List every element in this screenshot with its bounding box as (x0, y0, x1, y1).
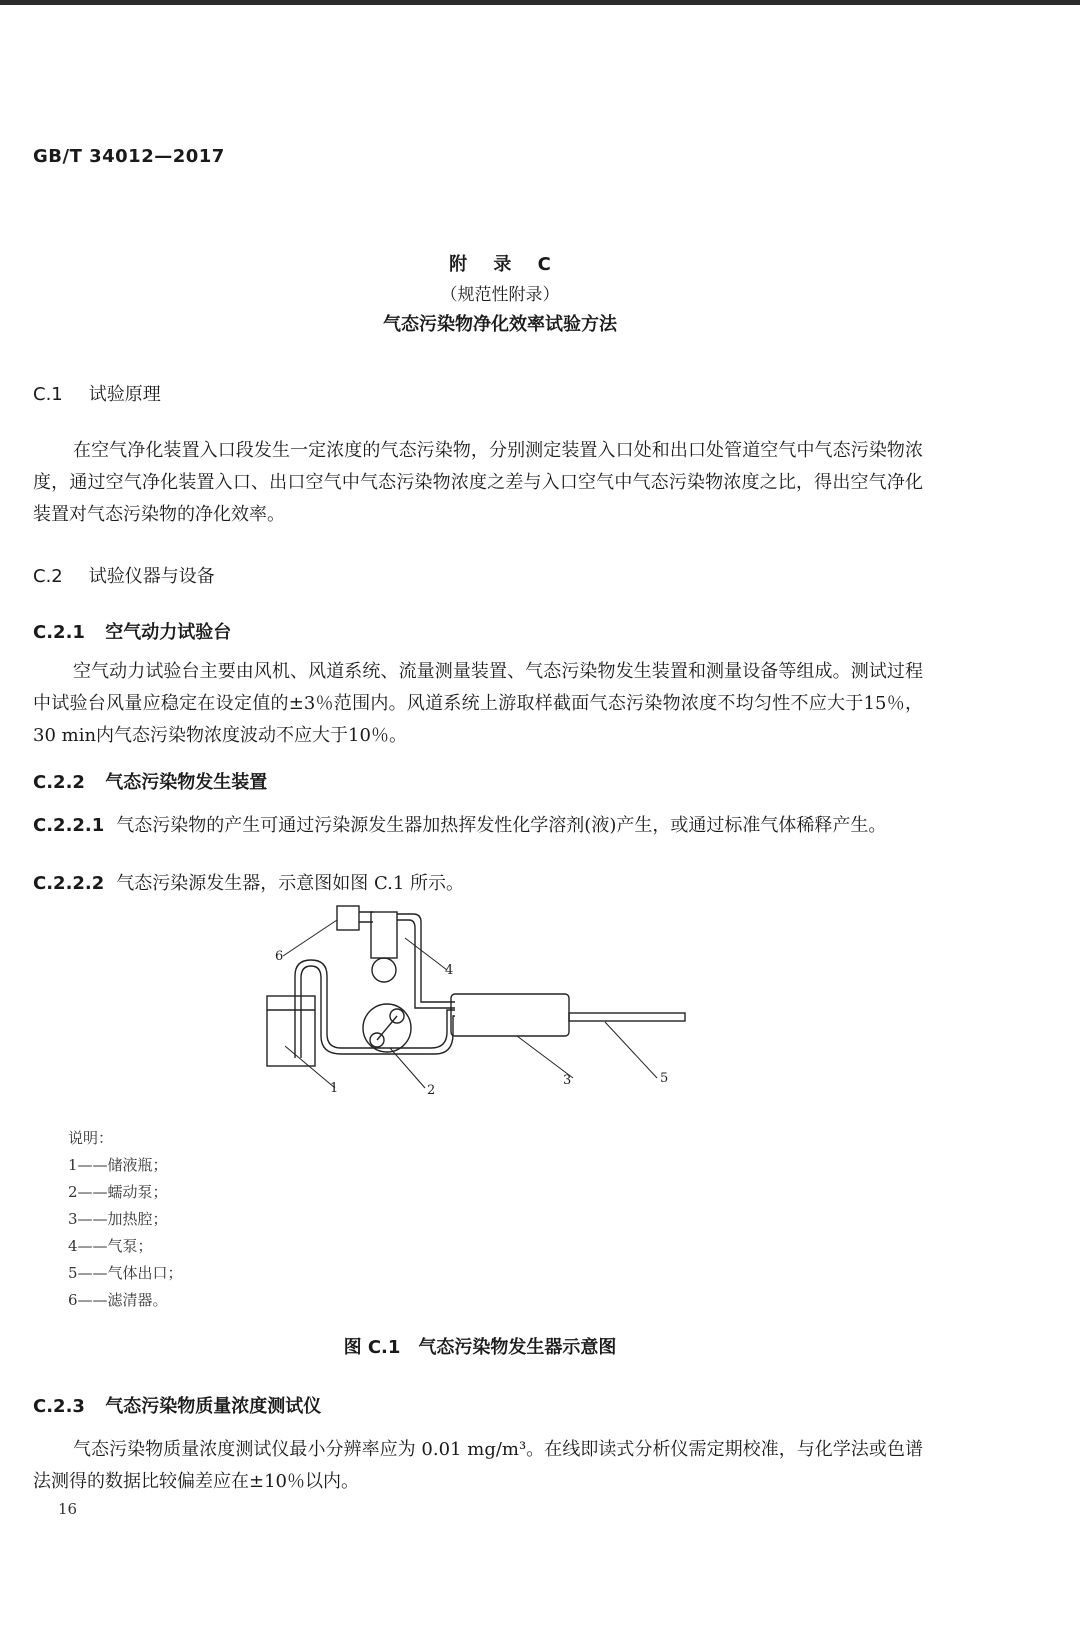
legend-item: 4——气泵； (68, 1237, 153, 1255)
figure-caption (0, 1333, 960, 1359)
generator-schematic (255, 898, 695, 1108)
legend-item: 5——气体出口； (68, 1264, 183, 1282)
gas-outlet (569, 1013, 685, 1021)
section-c23-heading (33, 1392, 321, 1418)
storage-bottle (267, 996, 315, 1066)
section-title: 气态污染物质量浓度测试仪 (105, 1396, 322, 1417)
annex-type: （规范性附录） (440, 285, 560, 305)
page-number: 16 (58, 1500, 78, 1518)
section-c21-paragraph: 空气动力试验台主要由风机、风道系统、流量测量装置、气态污染物发生装置和测量设备等组成。测试过程中试验台风量应稳定在设定值的±3％范围内。风道系统上游取样截面气态污染物浓度不均匀性不应大于15％，30 min内气态污染物浓度波动不应大于10％。 (33, 661, 923, 746)
callout-6: 6 (275, 949, 284, 964)
callout-2: 2 (427, 1083, 436, 1098)
section-title: 空气动力试验台 (105, 622, 232, 643)
callout-3: 3 (563, 1073, 572, 1088)
clause-c222 (33, 868, 923, 900)
figure-number: 图 C.1 (343, 1337, 401, 1358)
standard-code: GB/T 34012—2017 (33, 146, 225, 167)
callout-4: 4 (445, 963, 454, 978)
section-c1-paragraph: 在空气净化装置入口段发生一定浓度的气态污染物，分别测定装置入口处和出口处管道空气中气态污染物浓度，通过空气净化装置入口、出口空气中气态污染物浓度之差与入口空气中气态污染物浓度之比，得出空气净化装置对气态污染物的净化效率。 (33, 440, 923, 525)
annex-title: 附 录 C (449, 254, 551, 275)
section-c21-heading (33, 618, 231, 644)
section-title: 试验仪器与设备 (88, 566, 215, 587)
section-number: C.2.2 (33, 772, 85, 793)
filter (337, 906, 359, 930)
legend-title: 说明： (68, 1129, 114, 1147)
figure-title: 气态污染物发生器示意图 (418, 1337, 617, 1358)
callout-1: 1 (330, 1081, 339, 1096)
legend-item: 3——加热腔； (68, 1210, 168, 1228)
clause-number: C.2.2.2 (33, 873, 105, 894)
clause-text: 气态污染源发生器，示意图如图 C.1 所示。 (116, 873, 465, 894)
air-pump (371, 912, 397, 958)
section-number: C.2.1 (33, 622, 85, 643)
section-c2-heading (33, 562, 215, 588)
section-c1-heading (33, 380, 161, 406)
figure-legend (68, 1125, 183, 1314)
clause-c221 (33, 810, 923, 842)
section-c22-heading (33, 768, 267, 794)
section-number: C.2 (33, 566, 63, 587)
clause-text: 气态污染物的产生可通过污染源发生器加热挥发性化学溶剂(液)产生，或通过标准气体稀释产生。 (116, 815, 887, 836)
section-title: 试验原理 (88, 384, 161, 405)
legend-item: 6——滤清器。 (68, 1291, 168, 1309)
section-number: C.1 (33, 384, 63, 405)
section-number: C.2.3 (33, 1396, 85, 1417)
callout-5: 5 (660, 1071, 669, 1086)
legend-item: 2——蠕动泵； (68, 1183, 168, 1201)
section-title: 气态污染物发生装置 (105, 772, 268, 793)
heating-chamber (451, 994, 569, 1036)
clause-number: C.2.2.1 (33, 815, 105, 836)
top-border (0, 0, 1080, 5)
legend-item: 1——储液瓶； (68, 1156, 168, 1174)
annex-name: 气态污染物净化效率试验方法 (383, 314, 617, 335)
section-c23-paragraph: 气态污染物质量浓度测试仪最小分辨率应为 0.01 mg/m³。在线即读式分析仪需定期校准，与化学法或色谱法测得的数据比较偏差应在±10％以内。 (33, 1439, 923, 1492)
